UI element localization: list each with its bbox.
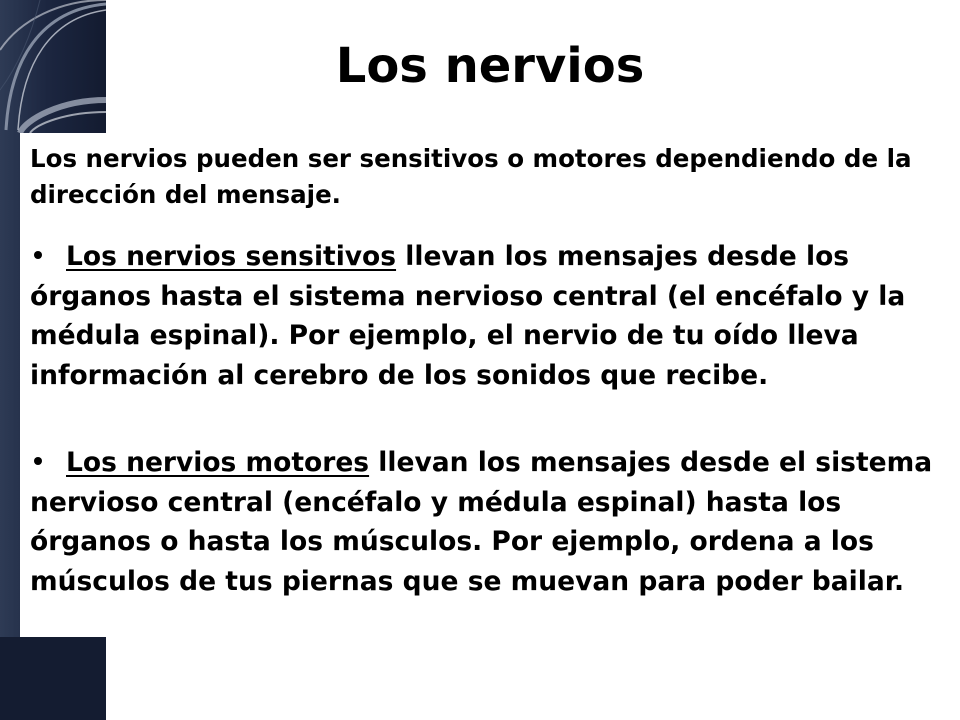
bullet-text: llevan los mensajes desde los órganos hasta el sistema nervioso central (el encéfalo y la médula espinal). Por ejemplo, el nervio de tu oído lleva información al cerebro de los sonidos que recibe. [30, 241, 906, 391]
bullet-term: Los nervios sensitivos [66, 241, 397, 272]
intro-paragraph: Los nervios pueden ser sensitivos o motores dependiendo de la dirección del mensaje. [30, 144, 912, 209]
bullet-item-sensitive-nerves [30, 237, 948, 395]
bullet-icon [34, 457, 42, 465]
slide-title: Los nervios [335, 38, 645, 94]
bullet-text: llevan los mensajes desde el sistema nervioso central (encéfalo y médula espinal) hasta los órganos o hasta los músculos. Por ejemplo, ordena a los músculos de tus piernas que se muevan para poder bailar. [30, 447, 933, 597]
bullet-term: Los nervios motores [66, 447, 370, 478]
bullet-item-motor-nerves [30, 443, 948, 601]
bullet-icon [34, 251, 42, 259]
content-panel [20, 133, 952, 637]
